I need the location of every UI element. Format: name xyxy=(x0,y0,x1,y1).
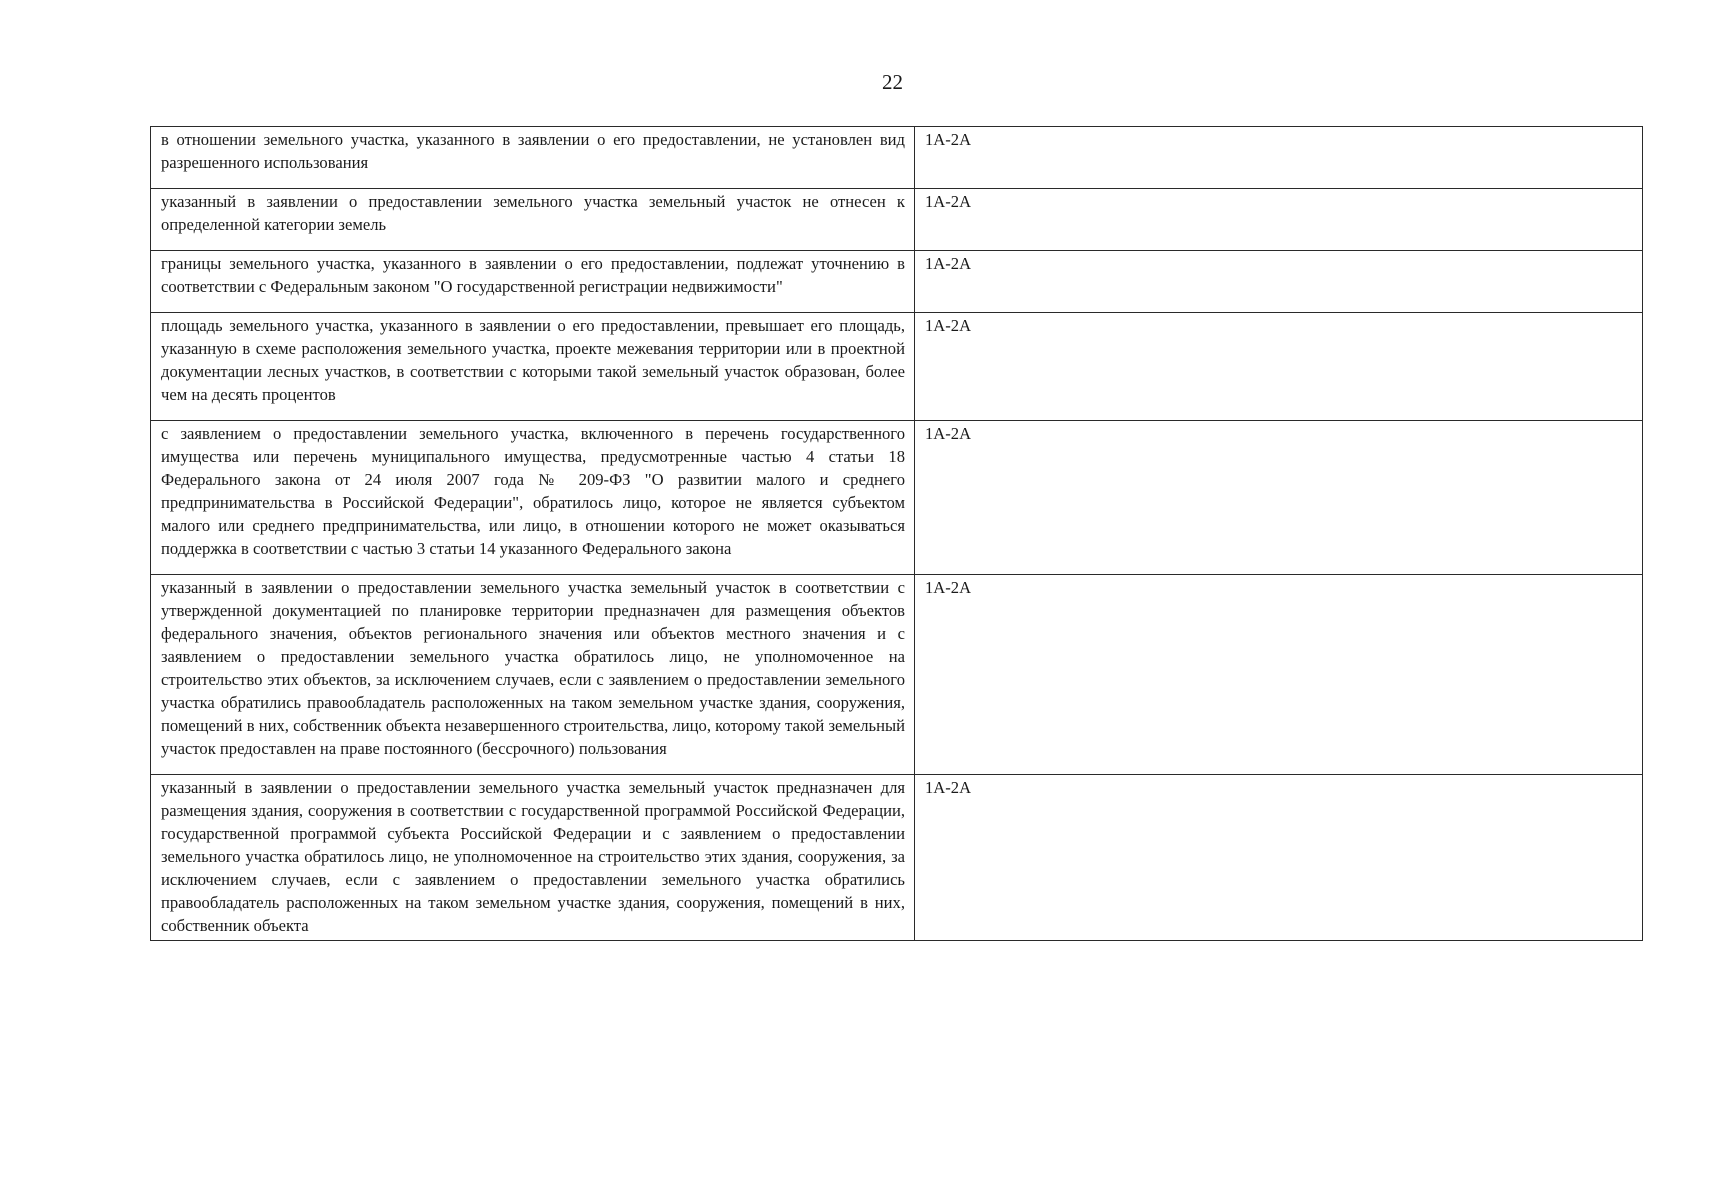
table-row xyxy=(151,251,1643,313)
table-row xyxy=(151,189,1643,251)
condition-cell: указанный в заявлении о предоставлении земельного участка земельный участок не отнесен к определенной категории земель xyxy=(151,189,915,251)
condition-cell: в отношении земельного участка, указанного в заявлении о его предоставлении, не установлен вид разрешенного использования xyxy=(151,127,915,189)
code-cell: 1А-2А xyxy=(915,251,1643,313)
condition-cell: площадь земельного участка, указанного в заявлении о его предоставлении, превышает его площадь, указанную в схеме расположения земельного участка, проекте межевания территории или в проектной документации лесных участков, в соответствии с которыми такой земельный участок образован, более чем на десять процентов xyxy=(151,313,915,421)
table-row xyxy=(151,575,1643,775)
code-cell: 1А-2А xyxy=(915,775,1643,941)
page-number: 22 xyxy=(882,70,903,94)
table-row xyxy=(151,127,1643,189)
code-cell: 1А-2А xyxy=(915,313,1643,421)
table-row xyxy=(151,775,1643,941)
table-row xyxy=(151,421,1643,575)
code-cell: 1А-2А xyxy=(915,127,1643,189)
code-cell: 1А-2А xyxy=(915,189,1643,251)
condition-cell: указанный в заявлении о предоставлении земельного участка земельный участок предназначен для размещения здания, сооружения в соответствии с государственной программой Российской Федерации, государственной программой субъекта Российской Федерации и с заявлением о предоставлении земельного участка обратилось лицо, не уполномоченное на строительство этих здания, сооружения, за исключением случаев, если с заявлением о предоставлении земельного участка обратились правообладатель расположенных на таком земельном участке здания, сооружения, помещений в них, собственник объекта xyxy=(151,775,915,941)
conditions-table xyxy=(150,126,1643,941)
table-row xyxy=(151,313,1643,421)
code-cell: 1А-2А xyxy=(915,575,1643,775)
condition-cell: границы земельного участка, указанного в заявлении о его предоставлении, подлежат уточнению в соответствии с Федеральным законом "О государственной регистрации недвижимости" xyxy=(151,251,915,313)
condition-cell: указанный в заявлении о предоставлении земельного участка земельный участок в соответствии с утвержденной документацией по планировке территории предназначен для размещения объектов федерального значения, объектов регионального значения или объектов местного значения и с заявлением о предоставлении земельного участка обратилось лицо, не уполномоченное на строительство этих объектов, за исключением случаев, если с заявлением о предоставлении земельного участка обратились правообладатель расположенных на таком земельном участке здания, сооружения, помещений в них, собственник объекта незавершенного строительства, лицо, которому такой земельный участок предоставлен на праве постоянного (бессрочного) пользования xyxy=(151,575,915,775)
code-cell: 1А-2А xyxy=(915,421,1643,575)
condition-cell: с заявлением о предоставлении земельного участка, включенного в перечень государственного имущества или перечень муниципального имущества, предусмотренные частью 4 статьи 18 Федерального закона от 24 июля 2007 года № 209-ФЗ "О развитии малого и среднего предпринимательства в Российской Федерации", обратилось лицо, которое не является субъектом малого или среднего предпринимательства, или лицо, в отношении которого не может оказываться поддержка в соответствии с частью 3 статьи 14 указанного Федерального закона xyxy=(151,421,915,575)
